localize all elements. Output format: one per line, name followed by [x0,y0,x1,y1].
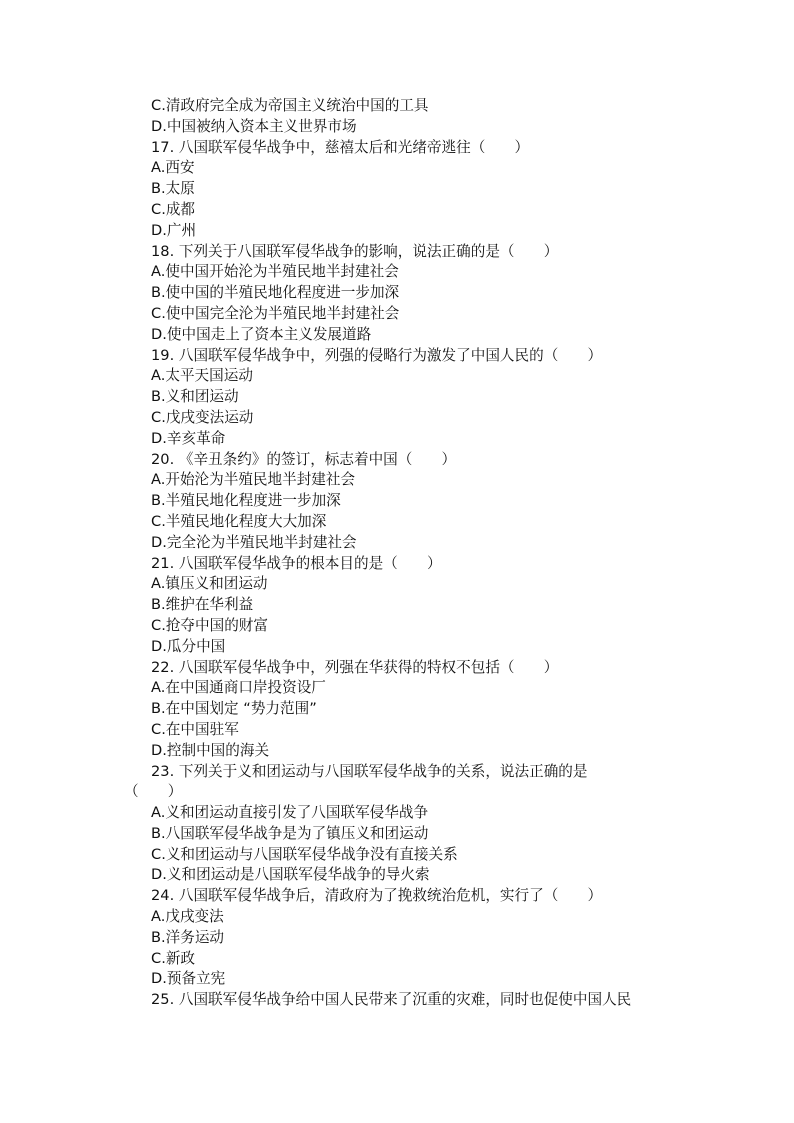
option-line: D.控制中国的海关 [151,741,270,759]
option-line: C.在中国驻军 [151,720,239,738]
question-23-line-2: （ ） [124,783,183,801]
option-line: A.太平天国运动 [151,367,253,385]
option-line: B.使中国的半殖民地化程度进一步加深 [151,284,400,302]
question-21: 21. 八国联军侵华战争的根本目的是（ ） [151,554,442,572]
option-line: D.预备立宪 [151,970,226,988]
option-line: C.戊戌变法运动 [151,408,254,426]
option-line: B.维护在华利益 [151,596,254,614]
option-line: C.使中国完全沦为半殖民地半封建社会 [151,304,400,322]
question-25: 25. 八国联军侵华战争给中国人民带来了沉重的灾难，同时也促使中国人民 [151,991,632,1009]
option-line: B.义和团运动 [151,388,239,406]
option-line: A.在中国通商口岸投资设厂 [151,679,326,697]
question-22: 22. 八国联军侵华战争中，列强在华获得的特权不包括（ ） [151,658,559,676]
option-line: C.义和团运动与八国联军侵华战争没有直接关系 [151,845,458,863]
text-line: C.清政府完全成为帝国主义统治中国的工具 [151,97,429,114]
question-23-line-1: 23. 下列关于义和团运动与八国联军侵华战争的关系，说法正确的是 [151,762,588,780]
option-line: A.西安 [151,159,195,177]
question-20: 20. 《辛丑条约》的签订，标志着中国（ ） [151,450,457,468]
question-18: 18. 下列关于八国联军侵华战争的影响，说法正确的是（ ） [151,242,559,260]
option-line: A.镇压义和团运动 [151,575,268,593]
option-line: C.半殖民地化程度大大加深 [151,512,327,530]
text-line: D.中国被纳入资本主义世界市场 [151,117,357,135]
option-line: B.八国联军侵华战争是为了镇压义和团运动 [151,824,429,842]
option-line: D.完全沦为半殖民地半封建社会 [151,533,357,551]
option-line: B.洋务运动 [151,928,225,946]
option-line: A.开始沦为半殖民地半封建社会 [151,471,356,489]
option-line: A.戊戌变法 [151,908,224,926]
question-17: 17. 八国联军侵华战争中，慈禧太后和光绪帝逃往（ ） [151,138,530,156]
option-line: D.辛亥革命 [151,429,226,447]
question-19: 19. 八国联军侵华战争中，列强的侵略行为激发了中国人民的（ ） [151,346,603,364]
option-line: C.新政 [151,949,196,967]
option-line: A.义和团运动直接引发了八国联军侵华战争 [151,804,429,822]
option-line: B.太原 [151,180,195,198]
option-line: A.使中国开始沦为半殖民地半封建社会 [151,263,399,281]
option-line: C.成都 [151,200,196,218]
question-23 [124,762,684,804]
option-line: D.广州 [151,221,197,239]
option-line: D.瓜分中国 [151,637,226,655]
option-line: D.义和团运动是八国联军侵华战争的导火索 [151,866,430,884]
option-line: C.抢夺中国的财富 [151,616,268,634]
option-line: D.使中国走上了资本主义发展道路 [151,325,372,343]
option-line: B.半殖民地化程度进一步加深 [151,492,341,510]
question-24: 24. 八国联军侵华战争后，清政府为了挽救统治危机，实行了（ ） [151,887,603,905]
option-line: B.在中国划定 “势力范围” [151,700,317,718]
